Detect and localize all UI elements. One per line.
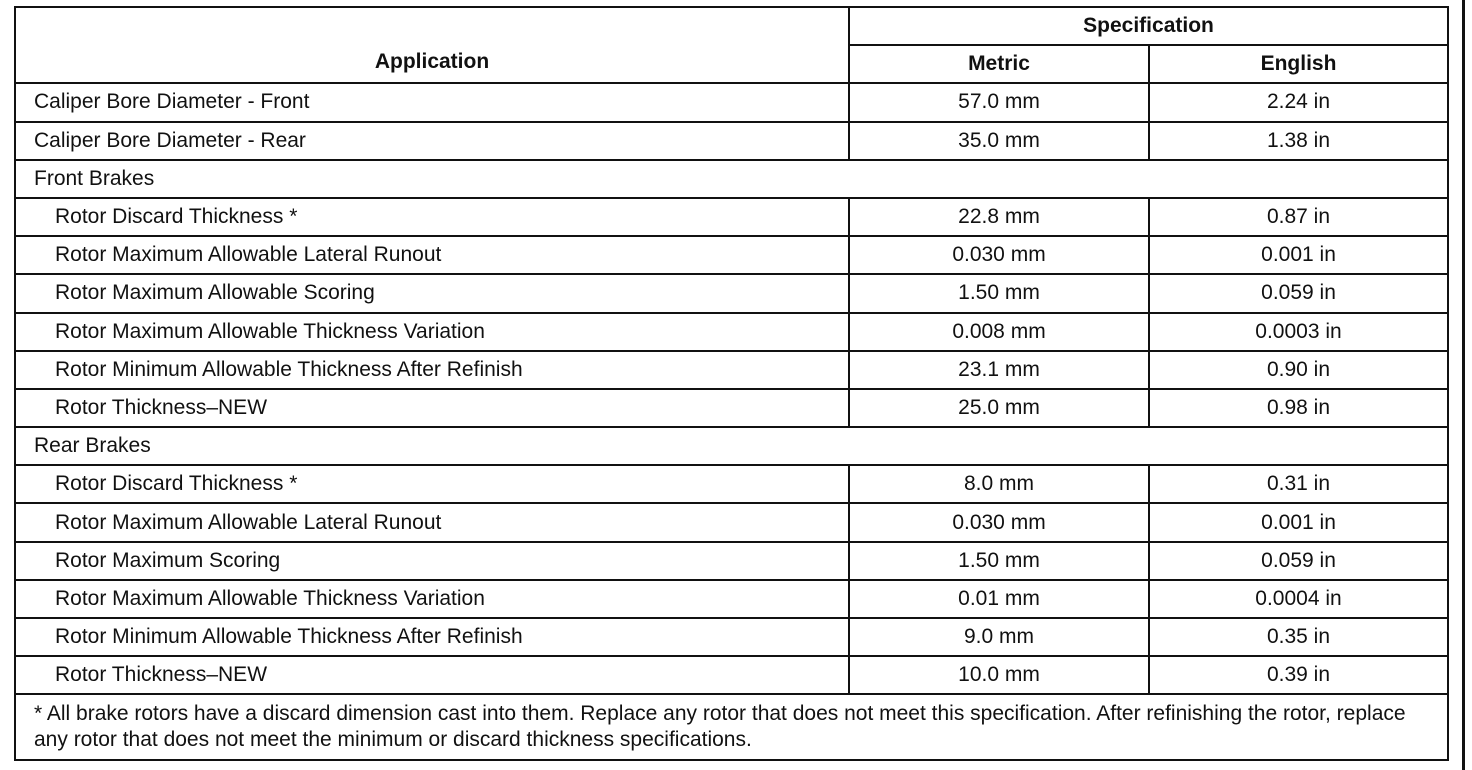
metric-cell: 0.01 mm [849,580,1149,618]
english-cell: 0.98 in [1149,389,1448,427]
application-cell: Rotor Thickness–NEW [15,656,849,694]
application-cell: Rotor Maximum Allowable Scoring [15,274,849,312]
table-row [15,580,1448,618]
english-cell: 0.001 in [1149,503,1448,541]
table-row [15,236,1448,274]
english-cell: 0.39 in [1149,656,1448,694]
metric-cell: 1.50 mm [849,542,1149,580]
english-cell: 0.001 in [1149,236,1448,274]
metric-cell: 0.030 mm [849,236,1149,274]
metric-cell: 22.8 mm [849,198,1149,236]
table-row [15,122,1448,160]
english-cell: 0.31 in [1149,465,1448,503]
table-row [15,618,1448,656]
application-cell: Rotor Maximum Allowable Lateral Runout [15,503,849,541]
application-cell: Rotor Maximum Allowable Lateral Runout [15,236,849,274]
table-row [15,465,1448,503]
section-title-rear-brakes: Rear Brakes [15,427,1448,465]
english-cell: 0.90 in [1149,351,1448,389]
metric-cell: 10.0 mm [849,656,1149,694]
english-cell: 2.24 in [1149,83,1448,121]
table-row [15,274,1448,312]
english-cell: 1.38 in [1149,122,1448,160]
metric-cell: 1.50 mm [849,274,1149,312]
section-row-rear-brakes [15,427,1448,465]
application-cell: Rotor Thickness–NEW [15,389,849,427]
english-header: English [1149,45,1448,83]
section-row-front-brakes [15,160,1448,198]
metric-header: Metric [849,45,1149,83]
metric-cell: 57.0 mm [849,83,1149,121]
application-cell: Rotor Maximum Scoring [15,542,849,580]
specification-header: Specification [849,7,1448,45]
footnote-text: * All brake rotors have a discard dimension cast into them. Replace any rotor that does not meet this specification. After refinishing the rotor, replace any rotor that does not meet the minimum or discard thickness specifications. [15,694,1448,760]
application-cell: Rotor Minimum Allowable Thickness After Refinish [15,618,849,656]
table-row [15,83,1448,121]
english-cell: 0.0004 in [1149,580,1448,618]
english-cell: 0.059 in [1149,542,1448,580]
application-header: Application [15,7,849,83]
right-edge-divider [1462,0,1465,770]
metric-cell: 0.008 mm [849,313,1149,351]
application-cell: Rotor Minimum Allowable Thickness After Refinish [15,351,849,389]
application-cell: Rotor Discard Thickness * [15,465,849,503]
metric-cell: 23.1 mm [849,351,1149,389]
english-cell: 0.35 in [1149,618,1448,656]
english-cell: 0.0003 in [1149,313,1448,351]
table-row [15,656,1448,694]
table-row [15,542,1448,580]
metric-cell: 25.0 mm [849,389,1149,427]
application-cell: Rotor Maximum Allowable Thickness Variation [15,580,849,618]
spec-table-container [14,6,1447,761]
section-title-front-brakes: Front Brakes [15,160,1448,198]
table-row [15,503,1448,541]
english-cell: 0.87 in [1149,198,1448,236]
metric-cell: 0.030 mm [849,503,1149,541]
table-row [15,313,1448,351]
application-cell: Rotor Discard Thickness * [15,198,849,236]
metric-cell: 9.0 mm [849,618,1149,656]
application-cell: Caliper Bore Diameter - Front [15,83,849,121]
table-row [15,351,1448,389]
footnote-row [15,694,1448,760]
table-row [15,198,1448,236]
english-cell: 0.059 in [1149,274,1448,312]
application-cell: Caliper Bore Diameter - Rear [15,122,849,160]
header-row-top [15,7,1448,45]
metric-cell: 8.0 mm [849,465,1149,503]
table-row [15,389,1448,427]
application-cell: Rotor Maximum Allowable Thickness Variation [15,313,849,351]
metric-cell: 35.0 mm [849,122,1149,160]
brake-spec-table [14,6,1449,761]
